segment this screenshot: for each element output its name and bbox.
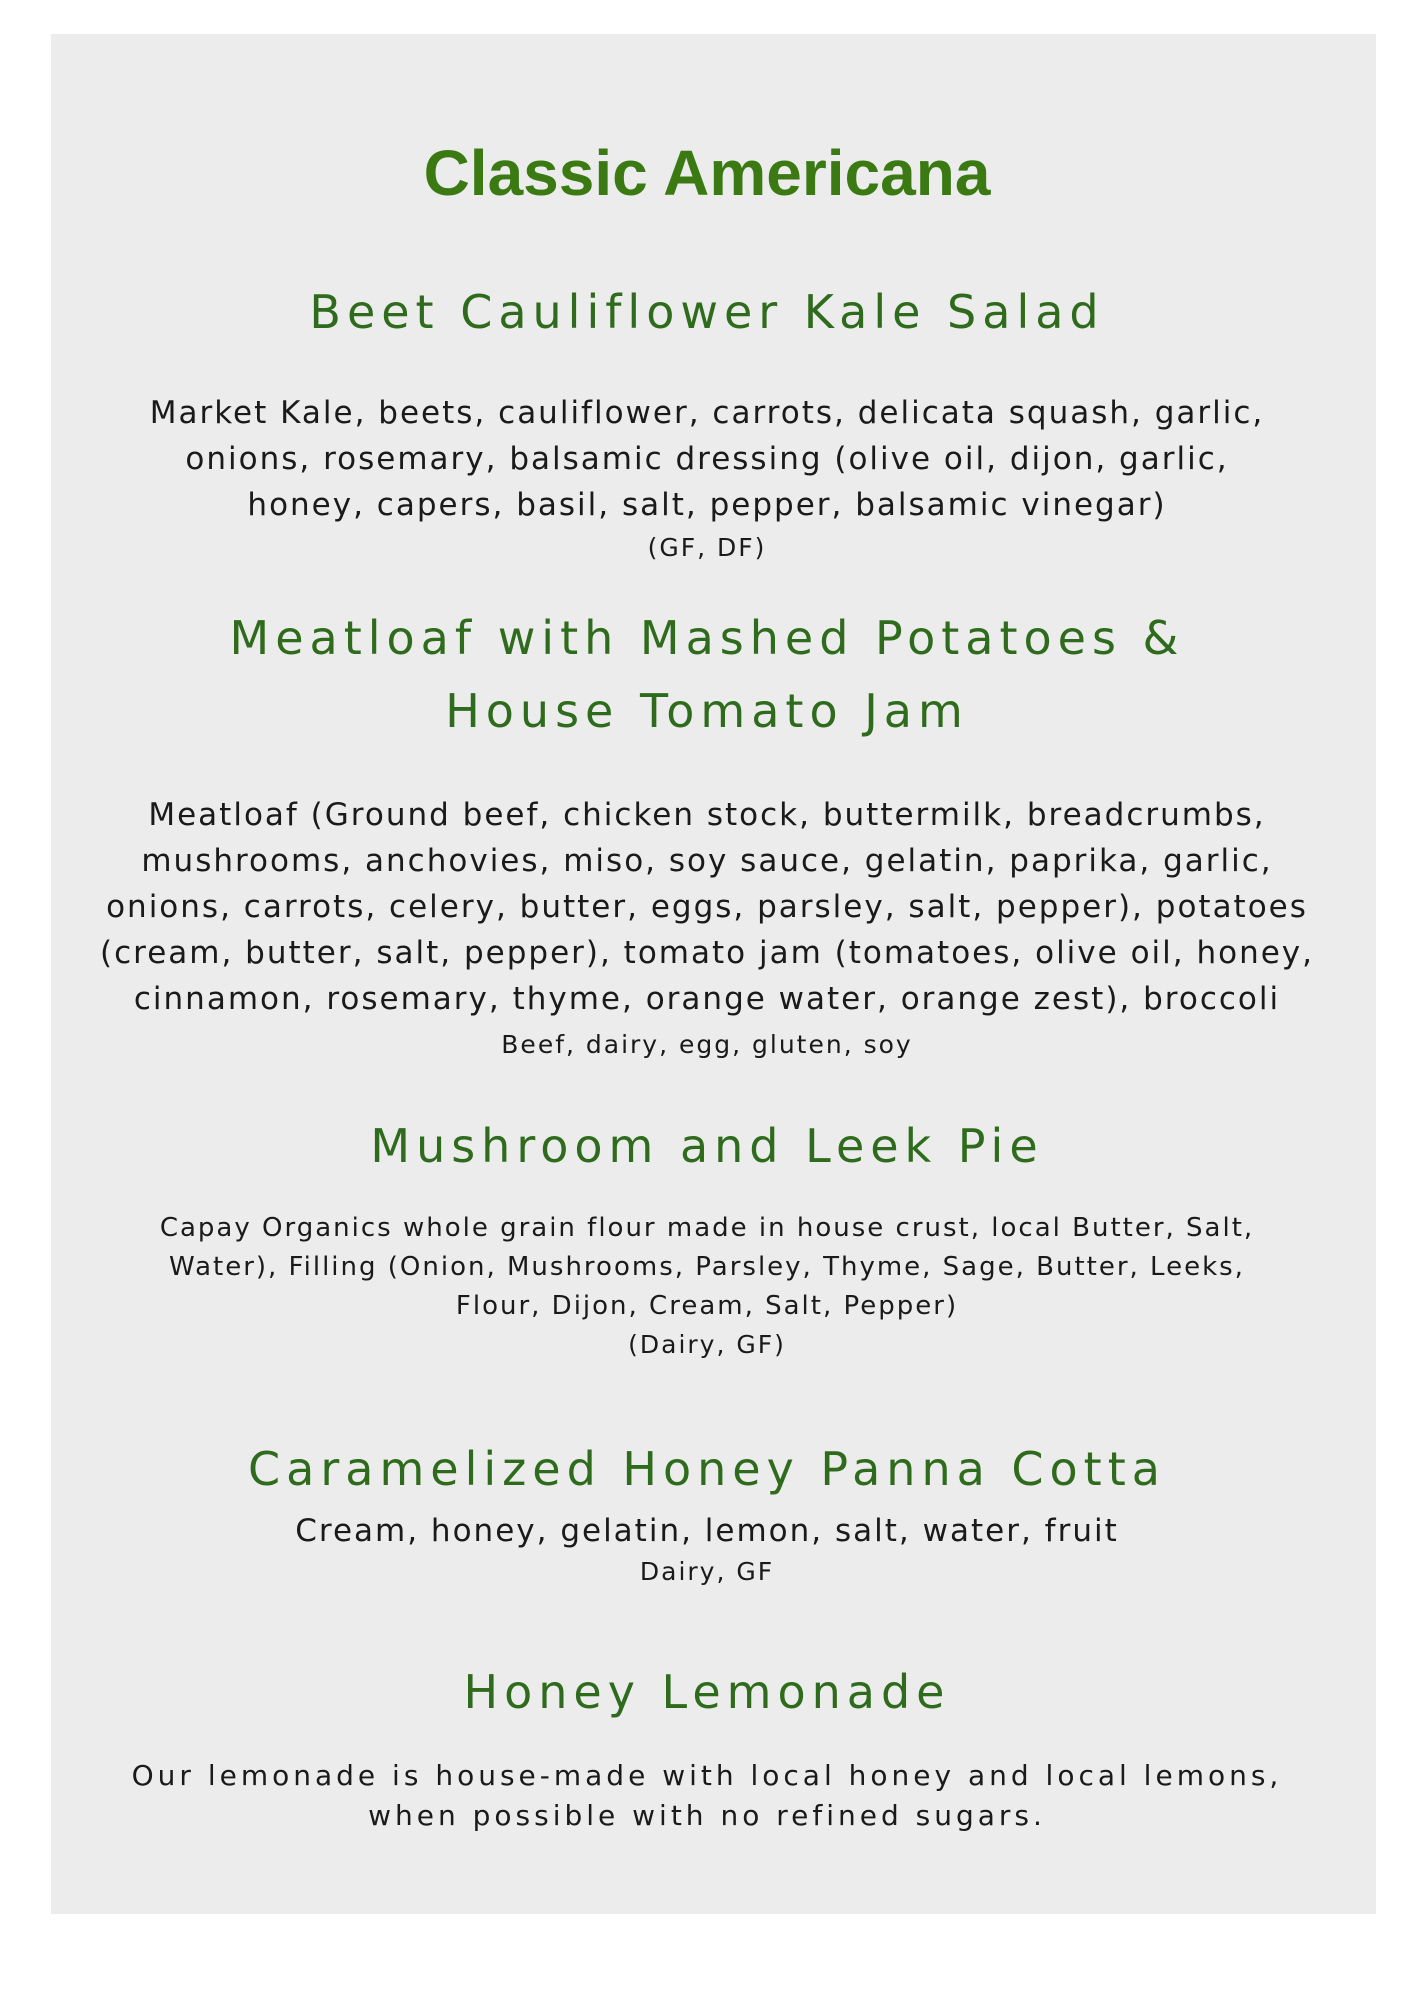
dish-name-beet-salad: Beet Cauliflower Kale Salad <box>309 285 1105 339</box>
dish-tags-panna-cotta: Dairy, GF <box>639 1557 775 1586</box>
dish-tags-beet-salad: (GF, DF) <box>647 533 767 562</box>
dish-tags-meatloaf: Beef, dairy, egg, gluten, soy <box>501 1030 913 1059</box>
menu-title: Classic Americana <box>423 137 991 209</box>
dish-description-beet-salad: Market Kale, beets, cauliflower, carrots, delicata squash, garlic, onions, rosemary, balsamic dressing (olive oil, dijon, garlic, honey, capers, basil, salt, pepper, balsamic vinegar) <box>149 395 1265 523</box>
dish-description-meatloaf: Meatloaf (Ground beef, chicken stock, buttermilk, breadcrumbs, mushrooms, anchovies, miso, soy sauce, gelatin, paprika, garlic, onions, carrots, celery, butter, eggs, parsley, salt, pepper), potatoes (cream, butter, salt, pepper), tomato jam (tomatoes, olive oil, honey, cinnamon, rosemary, thyme, orange water, orange zest), broccoli <box>100 797 1314 1017</box>
dish-tags-mushroom-pie: (Dairy, GF) <box>628 1330 786 1359</box>
dish-description-panna-cotta: Cream, honey, gelatin, lemon, salt, water, fruit <box>295 1513 1119 1549</box>
dish-name-lemonade: Honey Lemonade <box>463 1665 951 1719</box>
dish-name-panna-cotta: Caramelized Honey Panna Cotta <box>248 1442 1166 1496</box>
dish-description-mushroom-pie: Capay Organics whole grain flour made in house crust, local Butter, Salt, Water), Filling (Onion, Mushrooms, Parsley, Thyme, Sage, Butter, Leeks, Flour, Dijon, Cream, Salt, Pepper) <box>159 1213 1255 1321</box>
dish-name-mushroom-pie: Mushroom and Leek Pie <box>370 1119 1044 1173</box>
dish-description-lemonade: Our lemonade is house-made with local honey and local lemons, when possible with no refined sugars. <box>131 1759 1283 1832</box>
dish-name-meatloaf: Meatloaf with Mashed Potatoes & House Tomato Jam <box>229 611 1185 738</box>
